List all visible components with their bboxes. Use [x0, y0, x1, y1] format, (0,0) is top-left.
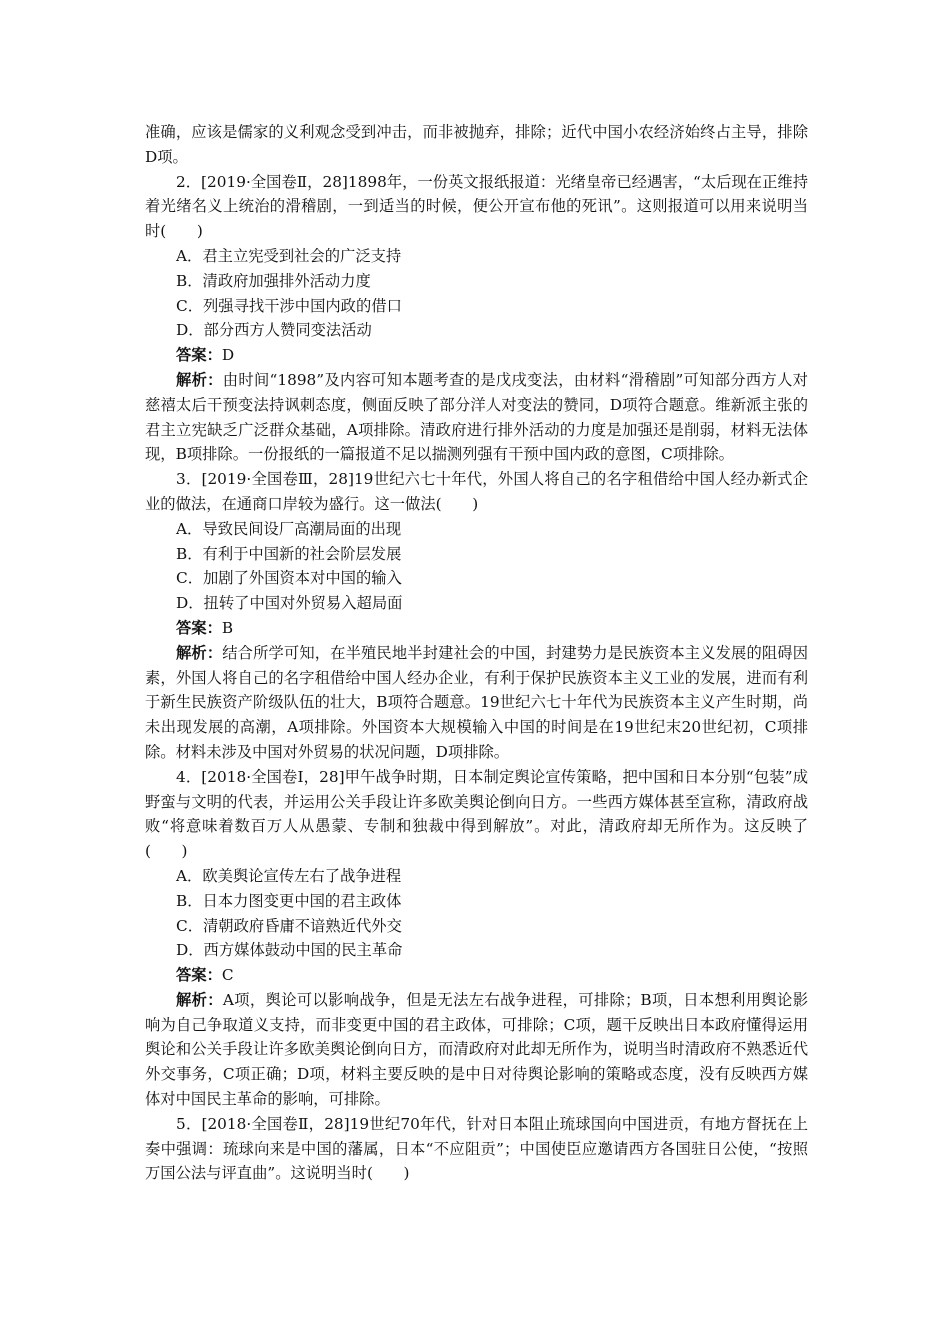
- explanation-text: 结合所学可知，在半殖民地半封建社会的中国，封建势力是民族资本主义发展的阻碍因素，外国人将自己的名字租借给中国人经办企业，有利于保护民族资本主义工业的发展，进而有利于新生民族资产阶级队伍的壮大，B项符合题意。19世纪六七十年代为民族资本主义产生时期，尚未出现发展的高潮，A项排除。外国资本大规模输入中国的时间是在19世纪末20世纪初，C项排除。材料未涉及中国对外贸易的状况问题，D项排除。: [145, 643, 808, 761]
- answer-line: [145, 963, 808, 988]
- option-c: C．列强寻找干涉中国内政的借口: [176, 296, 402, 315]
- document-page: [145, 120, 808, 1186]
- question-5: [145, 1112, 808, 1186]
- intro-paragraph: 准确，应该是儒家的义利观念受到冲击，而非被抛弃，排除；近代中国小农经济始终占主导，排除D项。: [145, 123, 808, 166]
- option-b: B．清政府加强排外活动力度: [176, 271, 371, 290]
- answer-line: [145, 343, 808, 368]
- question-stem: 3．[2019·全国卷Ⅲ，28]19世纪六七十年代，外国人将自己的名字租借给中国人经办新式企业的做法，在通商口岸较为盛行。这一做法( ): [145, 470, 808, 513]
- question-stem: 4．[2018·全国卷Ⅰ，28]甲午战争时期，日本制定舆论宣传策略，把中国和日本分别“包装”成野蛮与文明的代表，并运用公关手段让许多欧美舆论倒向日方。一些西方媒体甚至宣称，清政府战败“将意味着数百万人从愚蒙、专制和独裁中得到解放”。对此，清政府却无所作为。这反映了( ): [145, 767, 808, 861]
- explanation-label: 解析：: [176, 370, 223, 389]
- explanation-paragraph: [145, 641, 808, 765]
- question-4: [145, 765, 808, 1112]
- option-a: A．欧美舆论宣传左右了战争进程: [176, 866, 402, 885]
- answer-value: B: [221, 618, 234, 637]
- question-stem: 5．[2018·全国卷Ⅱ，28]19世纪70年代，针对日本阻止琉球国向中国进贡，有地方督抚在上奏中强调：琉球向来是中国的藩属，日本“不应阻贡”；中国使臣应邀请西方各国驻日公使，“按照万国公法与评直曲”。这说明当时( ): [145, 1114, 808, 1183]
- option-a: A．君主立宪受到社会的广泛支持: [176, 246, 402, 265]
- explanation-label: 解析：: [176, 643, 223, 662]
- question-2: [145, 170, 808, 468]
- explanation-paragraph: [145, 988, 808, 1112]
- explanation-label: 解析：: [176, 990, 223, 1009]
- option-d: D．部分西方人赞同变法活动: [176, 321, 372, 340]
- answer-label: 答案：: [176, 346, 222, 365]
- explanation-text: 由时间“1898”及内容可知本题考查的是戊戌变法，由材料“滑稽剧”可知部分西方人对慈禧太后干预变法持讽刺态度，侧面反映了部分洋人对变法的赞同，D项符合题意。维新派主张的君主立宪缺乏广泛群众基础，A项排除。清政府进行排外活动的力度是加强还是削弱，材料无法体现，B项排除。一份报纸的一篇报道不足以揣测列强有干预中国内政的意图，C项排除。: [145, 370, 808, 464]
- answer-value: C: [221, 966, 234, 985]
- option-a: A．导致民间设厂高潮局面的出现: [176, 519, 402, 538]
- answer-value: D: [221, 346, 235, 365]
- question-3: [145, 467, 808, 765]
- option-c: C．加剧了外国资本对中国的输入: [176, 569, 402, 588]
- option-d: D．扭转了中国对外贸易入超局面: [176, 594, 403, 613]
- question-stem: 2．[2019·全国卷Ⅱ，28]1898年，一份英文报纸报道：光绪皇帝已经遇害，“太后现在正维持着光绪名义上统治的滑稽剧，一到适当的时候，便公开宣布他的死讯”。这则报道可以用来说明当时( ): [145, 172, 808, 241]
- explanation-paragraph: [145, 368, 808, 467]
- answer-line: [145, 616, 808, 641]
- option-d: D．西方媒体鼓动中国的民主革命: [176, 941, 403, 960]
- option-c: C．清朝政府昏庸不谙熟近代外交: [176, 916, 402, 935]
- answer-label: 答案：: [176, 966, 222, 985]
- option-b: B．有利于中国新的社会阶层发展: [176, 544, 402, 563]
- explanation-text: A项，舆论可以影响战争，但是无法左右战争进程，可排除；B项，日本想利用舆论影响为自己争取道义支持，而非变更中国的君主政体，可排除；C项，题干反映出日本政府懂得运用舆论和公关手段让许多欧美舆论倒向日方，而清政府对此却无所作为，说明当时清政府不熟悉近代外交事务，C项正确；D项，材料主要反映的是中日对待舆论影响的策略或态度，没有反映西方媒体对中国民主革命的影响，可排除。: [145, 990, 808, 1109]
- option-b: B．日本力图变更中国的君主政体: [176, 891, 402, 910]
- answer-label: 答案：: [176, 618, 222, 637]
